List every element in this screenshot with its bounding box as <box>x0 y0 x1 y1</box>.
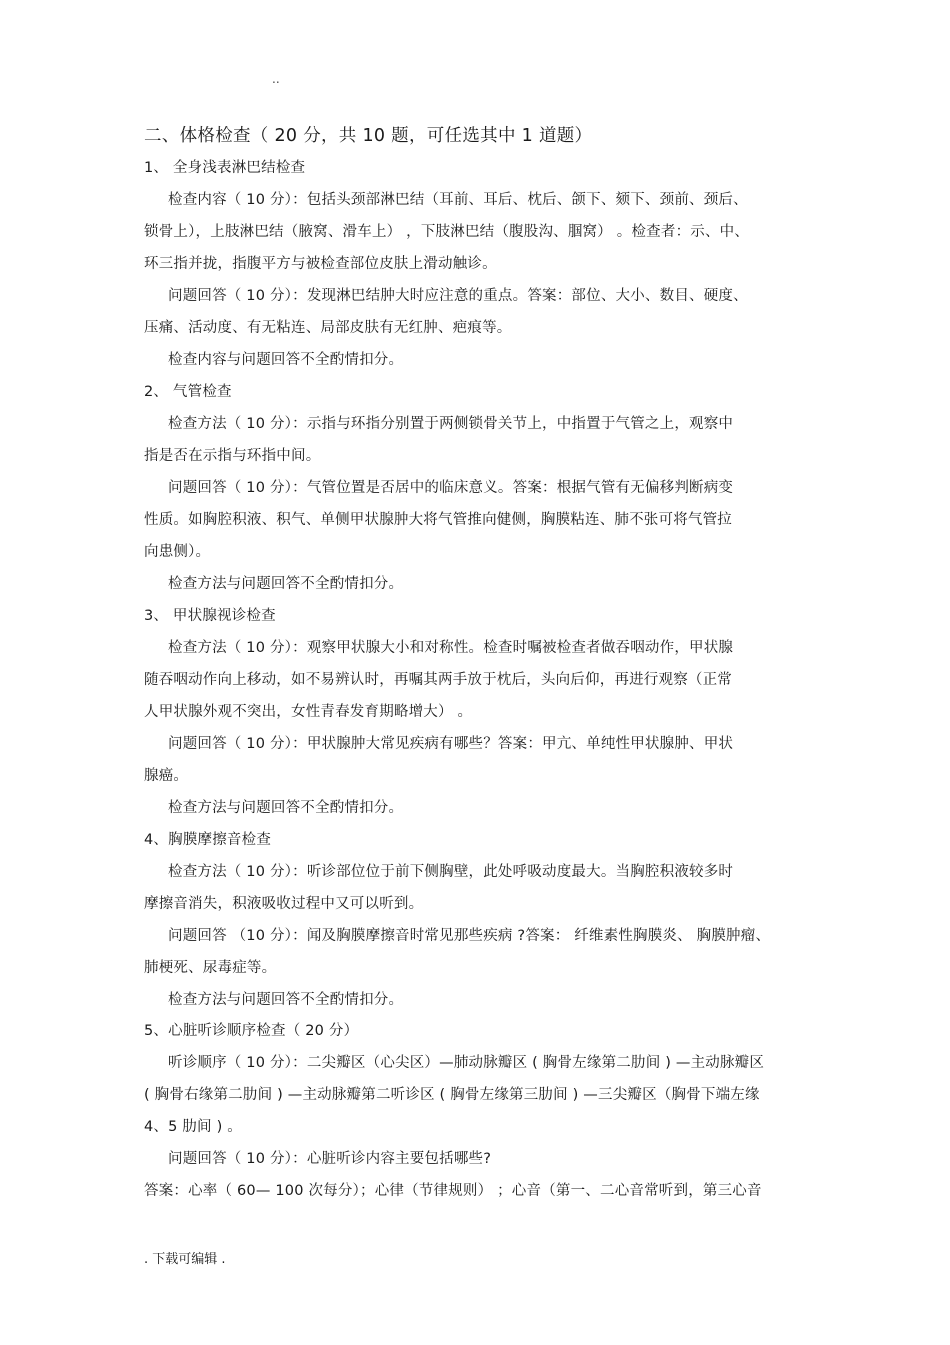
section-heading: 二、体格检查（ 20 分，共 10 题，可任选其中 1 道题） <box>144 126 593 146</box>
item-title: 4、胸膜摩擦音检查 <box>144 832 272 848</box>
paragraph-line: 问题回答（ 10 分）：气管位置是否居中的临床意义。答案：根据气管有无偏移判断病变 <box>168 480 734 496</box>
paragraph-line: 检查方法与问题回答不全酌情扣分。 <box>168 576 404 592</box>
paragraph-line: 指是否在示指与环指中间。 <box>144 448 321 464</box>
paragraph-line: 人甲状腺外观不突出，女性青春发育期略增大） 。 <box>144 704 473 720</box>
page-footer: . 下载可编辑 . <box>144 1252 226 1267</box>
paragraph-line: 检查内容与问题回答不全酌情扣分。 <box>168 352 404 368</box>
paragraph-line: 向患侧）。 <box>144 544 211 560</box>
paragraph-line: 检查方法（ 10 分）：示指与环指分别置于两侧锁骨关节上，中指置于气管之上，观察中 <box>168 416 734 432</box>
paragraph-line: 检查方法与问题回答不全酌情扣分。 <box>168 800 404 816</box>
header-dots: .. <box>272 72 280 86</box>
paragraph-line: 腺癌。 <box>144 768 189 784</box>
paragraph-line: 听诊顺序（ 10 分）：二尖瓣区（心尖区）—肺动脉瓣区 ( 胸骨左缘第二肋间 ) —主动脉瓣区 <box>168 1055 765 1071</box>
item-title: 5、心脏听诊顺序检查（ 20 分） <box>144 1023 359 1039</box>
paragraph-line: 问题回答（ 10 分）：甲状腺肿大常见疾病有哪些？答案：甲亢、单纯性甲状腺肿、甲状 <box>168 736 734 752</box>
paragraph-line: 4、5 肋间 ) 。 <box>144 1119 242 1135</box>
paragraph-line: ( 胸骨右缘第二肋间 ) —主动脉瓣第二听诊区 ( 胸骨左缘第三肋间 ) —三尖瓣区（胸骨下端左缘 <box>144 1087 760 1103</box>
paragraph-line: 肺梗死、尿毒症等。 <box>144 960 277 976</box>
paragraph-line: 答案：心率（ 60— 100 次每分）；心律（节律规则） ；心音（第一、二心音常听到，第三心音 <box>144 1183 762 1199</box>
paragraph-line: 检查内容（ 10 分）：包括头颈部淋巴结（耳前、耳后、枕后、颌下、颏下、颈前、颈后、 <box>168 192 748 208</box>
item-title: 1、 全身浅表淋巴结检查 <box>144 160 306 176</box>
paragraph-line: 检查方法（ 10 分）：听诊部位位于前下侧胸壁，此处呼吸动度最大。当胸腔积液较多时 <box>168 864 734 880</box>
paragraph-line: 性质。如胸腔积液、积气、单侧甲状腺肿大将气管推向健侧，胸膜粘连、肺不张可将气管拉 <box>144 512 732 528</box>
paragraph-line: 问题回答（ 10 分）：心脏听诊内容主要包括哪些? <box>168 1151 492 1167</box>
paragraph-line: 问题回答（ 10 分）：发现淋巴结肿大时应注意的重点。答案：部位、大小、数目、硬度、 <box>168 288 748 304</box>
paragraph-line: 检查方法（ 10 分）：观察甲状腺大小和对称性。检查时嘱被检查者做吞咽动作，甲状腺 <box>168 640 734 656</box>
paragraph-line: 摩擦音消失，积液吸收过程中又可以听到。 <box>144 896 424 912</box>
item-title: 2、 气管检查 <box>144 384 232 400</box>
item-title: 3、 甲状腺视诊检查 <box>144 608 276 624</box>
paragraph-line: 问题回答 （10 分）：闻及胸膜摩擦音时常见那些疾病 ?答案： 纤维素性胸膜炎、 胸膜肿瘤、 <box>168 928 771 944</box>
paragraph-line: 环三指并拢，指腹平方与被检查部位皮肤上滑动触诊。 <box>144 256 497 272</box>
paragraph-line: 压痛、活动度、有无粘连、局部皮肤有无红肿、疤痕等。 <box>144 320 512 336</box>
paragraph-line: 检查方法与问题回答不全酌情扣分。 <box>168 992 404 1008</box>
paragraph-line: 锁骨上），上肢淋巴结（腋窝、滑车上） ，下肢淋巴结（腹股沟、腘窝） 。检查者：示、中、 <box>144 224 750 240</box>
paragraph-line: 随吞咽动作向上移动，如不易辨认时，再嘱其两手放于枕后，头向后仰，再进行观察（正常 <box>144 672 732 688</box>
